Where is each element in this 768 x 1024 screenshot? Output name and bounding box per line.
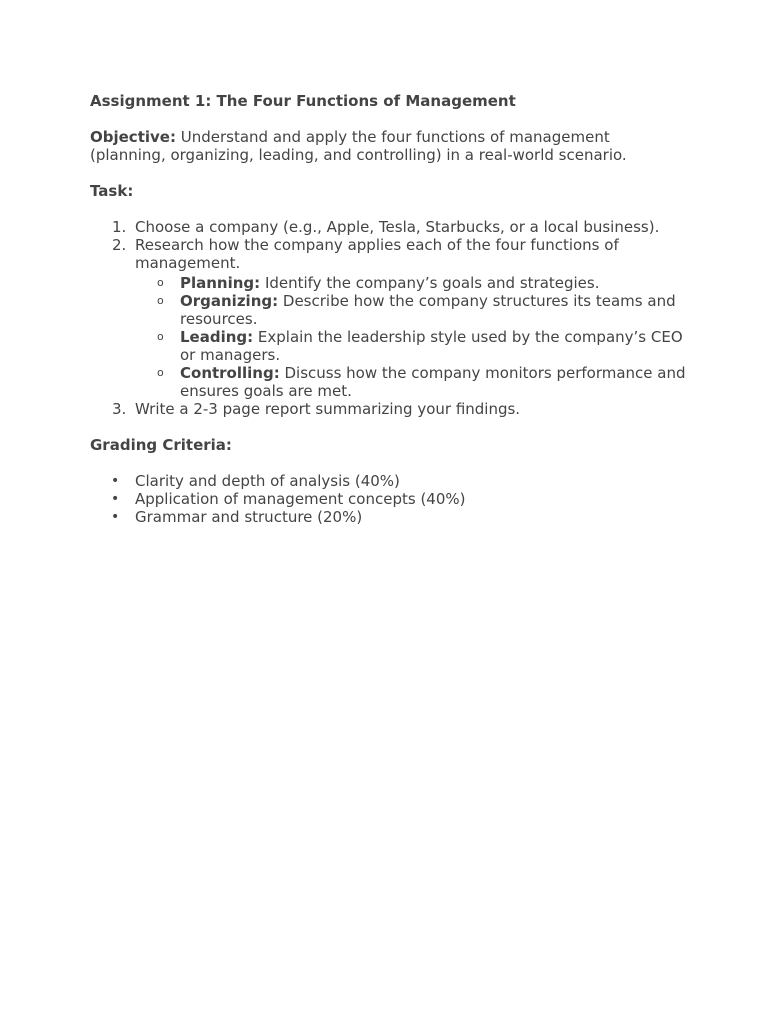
criteria-text: Clarity and depth of analysis (40%) — [135, 472, 400, 490]
function-label-planning: Planning: — [180, 274, 261, 292]
task-number-3: 3. — [112, 400, 127, 418]
function-text-controlling: Discuss how the company monitors performance and ensures goals are met. — [180, 364, 686, 400]
criteria-item — [90, 472, 690, 490]
task-text-1: Choose a company (e.g., Apple, Tesla, Starbucks, or a local business). — [135, 218, 660, 236]
task-text-3: Write a 2-3 page report summarizing your findings. — [135, 400, 521, 418]
criteria-text: Grammar and structure (20%) — [135, 508, 363, 526]
bullet-icon: • — [111, 473, 120, 489]
task-text-2: Research how the company applies each of the four functions of management. — [135, 236, 619, 272]
criteria-text: Application of management concepts (40%) — [135, 490, 466, 508]
functions-list — [135, 274, 690, 400]
function-label-controlling: Controlling: — [180, 364, 280, 382]
function-text-leading: Explain the leadership style used by the company’s CEO or managers. — [180, 328, 683, 364]
criteria-item — [90, 508, 690, 526]
sub-bullet: o — [157, 276, 164, 289]
criteria-list — [90, 472, 690, 526]
document-body — [90, 92, 690, 526]
bullet-icon: • — [111, 491, 120, 507]
task-list — [90, 218, 690, 418]
sub-bullet: o — [157, 294, 164, 307]
sub-bullet: o — [157, 330, 164, 343]
task-number-2: 2. — [112, 236, 127, 254]
function-item-controlling — [135, 364, 690, 400]
function-text-organizing: Describe how the company structures its teams and resources. — [180, 292, 676, 328]
objective-text: Understand and apply the four functions of management (planning, organizing, leading, and controlling) in a real-world scenario. — [90, 128, 627, 164]
function-item-planning — [135, 274, 690, 292]
function-item-leading — [135, 328, 690, 364]
objective-label: Objective: — [90, 128, 176, 146]
assignment-title: Assignment 1: The Four Functions of Management — [90, 92, 516, 110]
function-label-organizing: Organizing: — [180, 292, 279, 310]
grading-heading: Grading Criteria: — [90, 436, 232, 454]
objective-paragraph — [90, 128, 690, 164]
task-number-1: 1. — [112, 218, 127, 236]
function-label-leading: Leading: — [180, 328, 254, 346]
bullet-icon: • — [111, 509, 120, 525]
task-item-3 — [90, 400, 690, 418]
sub-bullet: o — [157, 366, 164, 379]
function-text-planning: Identify the company’s goals and strategies. — [260, 274, 600, 292]
criteria-item — [90, 490, 690, 508]
function-item-organizing — [135, 292, 690, 328]
task-heading: Task: — [90, 182, 134, 200]
task-item-2 — [90, 236, 690, 400]
task-item-1 — [90, 218, 690, 236]
